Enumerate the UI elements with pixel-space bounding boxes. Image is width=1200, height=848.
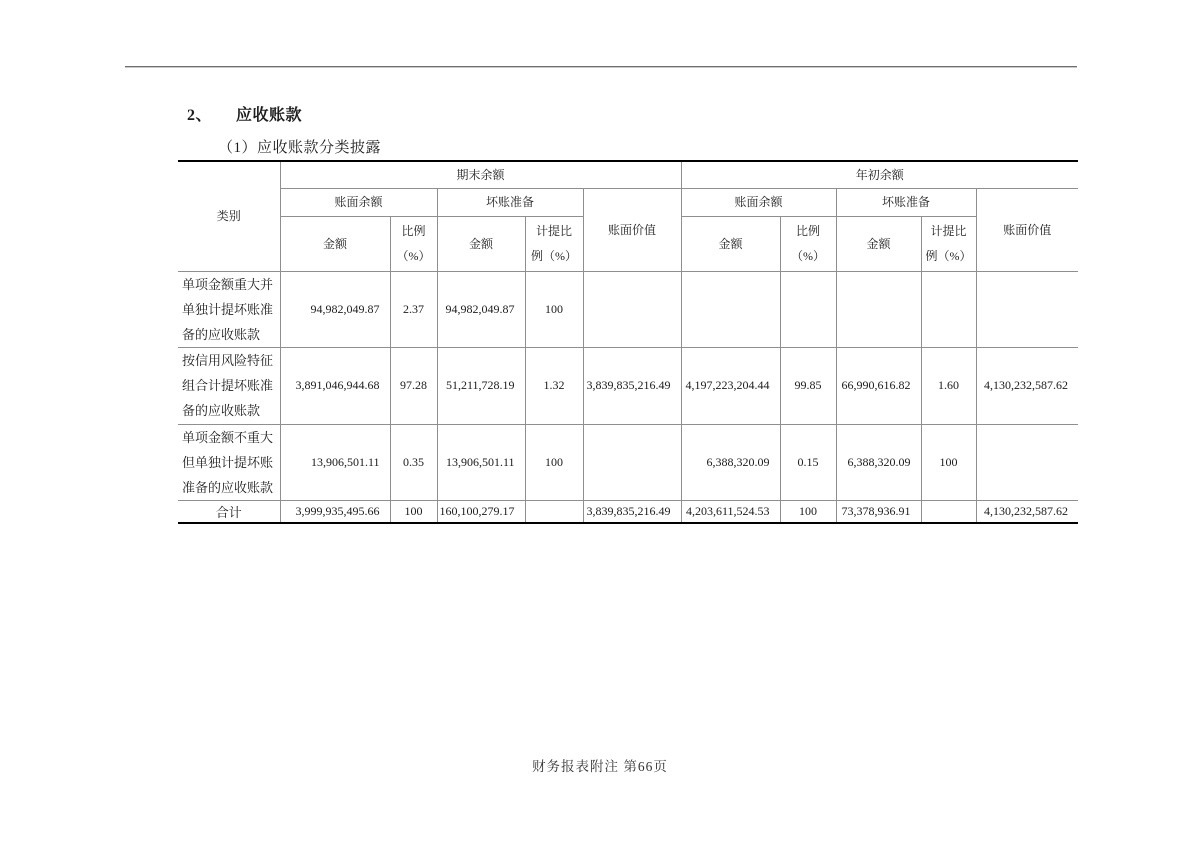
value-cell: 100 (921, 424, 976, 500)
section-title: 应收账款 (236, 107, 303, 124)
value-cell (681, 271, 780, 347)
value-cell: 2.37 (390, 271, 437, 347)
header-bad-debt-provision: 坏账准备 (836, 188, 976, 216)
header-ratio (390, 216, 437, 271)
value-cell (976, 424, 1078, 500)
total-value-cell: 100 (390, 500, 437, 523)
total-value-cell: 100 (780, 500, 836, 523)
page-footer: 财务报表附注 第66页 (532, 759, 668, 774)
header-ratio-line1: 比例 (401, 223, 426, 238)
header-provision-ratio-line1: 计提比 (930, 223, 967, 238)
total-value-cell: 4,130,232,587.62 (976, 500, 1078, 523)
value-cell: 97.28 (390, 347, 437, 424)
value-cell (583, 424, 681, 500)
value-cell: 1.32 (525, 347, 583, 424)
header-amount: 金额 (836, 216, 921, 271)
value-cell (780, 271, 836, 347)
table-row (178, 424, 1078, 500)
value-cell: 4,130,232,587.62 (976, 347, 1078, 424)
header-year-begin-balance: 年初余额 (681, 161, 1078, 188)
table-row (178, 347, 1078, 424)
value-cell: 0.35 (390, 424, 437, 500)
receivables-classification-table (178, 160, 1078, 524)
header-ratio-line2: （%） (396, 248, 431, 263)
value-cell: 66,990,616.82 (836, 347, 921, 424)
value-cell: 94,982,049.87 (437, 271, 525, 347)
header-provision-ratio-line2: 例（%） (925, 248, 972, 263)
value-cell (836, 271, 921, 347)
value-cell: 13,906,501.11 (437, 424, 525, 500)
value-cell (976, 271, 1078, 347)
header-amount: 金额 (681, 216, 780, 271)
header-provision-ratio (525, 216, 583, 271)
header-ratio-line2: （%） (791, 248, 826, 263)
section-number: 2、 (187, 107, 213, 124)
value-cell: 6,388,320.09 (681, 424, 780, 500)
header-amount: 金额 (280, 216, 390, 271)
header-book-value: 账面价值 (976, 188, 1078, 271)
total-row (178, 500, 1078, 523)
value-cell: 3,839,835,216.49 (583, 347, 681, 424)
total-value-cell (921, 500, 976, 523)
total-value-cell: 73,378,936.91 (836, 500, 921, 523)
header-ratio (780, 216, 836, 271)
header-divider-rule (125, 66, 1077, 68)
header-bad-debt-provision: 坏账准备 (437, 188, 583, 216)
value-cell: 100 (525, 271, 583, 347)
value-cell (921, 271, 976, 347)
subsection-title: （1）应收账款分类披露 (218, 140, 382, 156)
value-cell: 1.60 (921, 347, 976, 424)
value-cell: 0.15 (780, 424, 836, 500)
table-row (178, 271, 1078, 347)
value-cell: 51,211,728.19 (437, 347, 525, 424)
header-book-balance: 账面余额 (280, 188, 437, 216)
value-cell (583, 271, 681, 347)
section-heading (187, 102, 302, 125)
category-cell: 单项金额重大并单独计提坏账准备的应收账款 (178, 271, 280, 347)
header-book-value: 账面价值 (583, 188, 681, 271)
header-period-end-balance: 期末余额 (280, 161, 681, 188)
header-book-balance: 账面余额 (681, 188, 836, 216)
category-cell: 按信用风险特征组合计提坏账准备的应收账款 (178, 347, 280, 424)
total-value-cell: 3,839,835,216.49 (583, 500, 681, 523)
total-value-cell: 4,203,611,524.53 (681, 500, 780, 523)
header-provision-ratio-line2: 例（%） (531, 248, 577, 263)
header-provision-ratio-line1: 计提比 (535, 223, 572, 238)
total-label-cell: 合计 (178, 500, 280, 523)
value-cell: 94,982,049.87 (280, 271, 390, 347)
header-provision-ratio (921, 216, 976, 271)
value-cell: 4,197,223,204.44 (681, 347, 780, 424)
total-value-cell: 160,100,279.17 (437, 500, 525, 523)
header-row-2 (178, 188, 1078, 216)
value-cell: 99.85 (780, 347, 836, 424)
category-cell: 单项金额不重大但单独计提坏账准备的应收账款 (178, 424, 280, 500)
total-value-cell: 3,999,935,495.66 (280, 500, 390, 523)
header-amount: 金额 (437, 216, 525, 271)
header-category: 类别 (178, 161, 280, 271)
value-cell: 100 (525, 424, 583, 500)
total-value-cell (525, 500, 583, 523)
header-ratio-line1: 比例 (796, 223, 821, 238)
header-row-1 (178, 161, 1078, 188)
value-cell: 6,388,320.09 (836, 424, 921, 500)
value-cell: 3,891,046,944.68 (280, 347, 390, 424)
value-cell: 13,906,501.11 (280, 424, 390, 500)
